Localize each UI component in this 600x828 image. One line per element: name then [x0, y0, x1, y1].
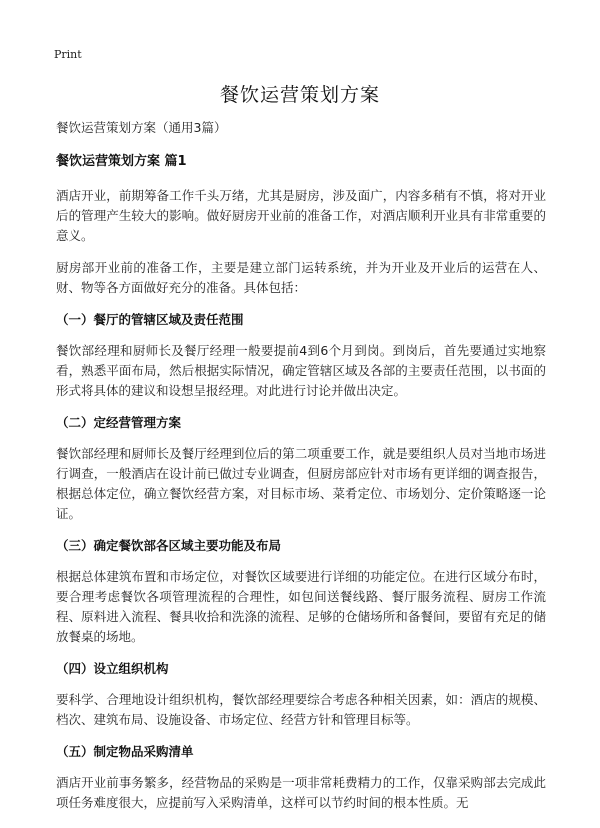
document-body [56, 118, 546, 825]
subsection-paragraph: 餐饮部经理和厨师长及餐厅经理到位后的第二项重要工作，就是要组织人员对当地市场进行调查，一般酒店在设计前已做过专业调查，但厨房部应针对市场有更详细的调查报告，根据总体定位，确立餐饮经营方案，对目标市场、菜肴定位、市场划分、定价策略逐一论证。 [56, 446, 546, 521]
subsection-paragraph: 根据总体建筑布置和市场定位，对餐饮区域要进行详细的功能定位。在进行区域分布时，要合理考虑餐饮各项管理流程的合理性，如包间送餐线路、餐厅服务流程、厨房工作流程、原料进入流程、餐具收拾和洗涤的流程、足够的仓储场所和备餐间，要留有充足的储放餐桌的场地。 [56, 569, 546, 644]
subsection-heading: （四）设立组织机构 [56, 661, 169, 676]
subsection-heading: （一）餐厅的管辖区域及责任范围 [56, 312, 244, 327]
intro-paragraph: 厨房部开业前的准备工作，主要是建立部门运转系统，并为开业及开业后的运营在人、财、物等各方面做好充分的准备。具体包括： [56, 260, 546, 295]
subsection-heading: （二）定经营管理方案 [56, 415, 182, 430]
subsection-paragraph: 要科学、合理地设计组织机构，餐饮部经理要综合考虑各种相关因素，如：酒店的规模、档次、建筑布局、设施设备、市场定位、经营方针和管理目标等。 [56, 692, 546, 727]
intro-paragraph: 酒店开业，前期筹备工作千头万绪，尤其是厨房，涉及面广，内容多稍有不慎，将对开业后的管理产生较大的影响。做好厨房开业前的准备工作，对酒店顺利开业具有非常重要的意义。 [56, 188, 546, 243]
page-title: 餐饮运营策划方案 [219, 84, 380, 106]
document-subtitle: 餐饮运营策划方案（通用3篇） [56, 120, 227, 135]
subsection-paragraph: 酒店开业前事务繁多，经营物品的采购是一项非常耗费精力的工作，仅靠采购部去完成此项任务难度很大，应提前写入采购清单，这样可以节约时间的根本性质。无 [56, 775, 546, 810]
print-link[interactable]: Print [54, 48, 82, 61]
subsection-heading: （五）制定物品采购清单 [56, 744, 194, 759]
subsection-heading: （三）确定餐饮部各区域主要功能及布局 [56, 538, 282, 553]
subsection-paragraph: 餐饮部经理和厨师长及餐厅经理一般要提前4到6个月到岗。到岗后，首先要通过实地察看，熟悉平面布局，然后根据实际情况，确定管辖区域及各部的主要责任范围，以书面的形式将具体的建议和设想呈报经理。对此进行讨论并做出决定。 [56, 343, 546, 398]
section-heading: 餐饮运营策划方案 篇1 [56, 154, 187, 169]
